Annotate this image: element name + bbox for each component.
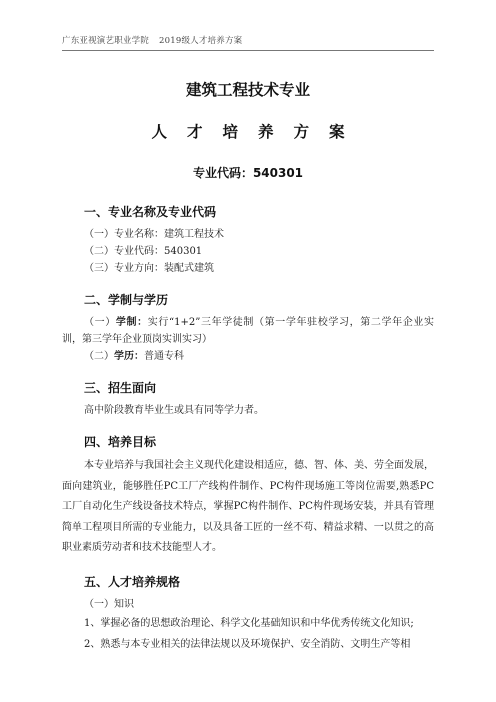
section-heading-5: 五、人才培养规格 <box>84 574 181 589</box>
s2-item2-prefix: （二） <box>84 351 114 362</box>
s5-line-2: 2、熟悉与本专业相关的法律法规以及环境保护、安全消防、文明生产等相 <box>84 638 411 650</box>
s4-text: 本专业培养与我国社会主义现代化建设相适应，德、智、体、美、劳全面发展，面向建筑业，能够胜任PC工厂产线构件制作、PC构件现场施工等岗位需要,熟悉PC工厂自动化生产线设备技术特点，掌握PC构件制作、PC构件现场安装，并具有管理简单工程项目所需的专业能力，以及具备工匠的一丝不苟、精益求精、一以贯之的高职业素质劳动者和技术技能型人才。 <box>62 460 434 553</box>
s2-item1-label: 学制： <box>115 317 148 328</box>
s2-item2-label: 学历： <box>114 351 144 362</box>
header-school: 广东亚视演艺职业学院 <box>62 36 150 46</box>
section-heading-4: 四、培养目标 <box>84 435 157 449</box>
header-rule <box>62 50 434 51</box>
document-body <box>62 70 434 655</box>
major-code: 专业代码：540301 <box>192 166 304 180</box>
header-doc-title: 2019级人才培养方案 <box>159 36 243 46</box>
section-heading-2: 二、学制与学历 <box>84 293 169 307</box>
plan-title: 人才培养方案 <box>151 123 365 141</box>
s1-item-code: （二）专业代码：540301 <box>84 246 203 257</box>
s2-item-degree <box>84 348 434 365</box>
s1-item-name: （一）专业名称：建筑工程技术 <box>84 229 224 240</box>
s5-sub-knowledge: （一）知识 <box>84 598 134 610</box>
section-heading-1: 一、专业名称及专业代码 <box>84 205 217 219</box>
s1-item-direction: （三）专业方向：装配式建筑 <box>84 263 214 274</box>
section-heading-3: 三、招生面向 <box>84 381 157 395</box>
s2-item-duration <box>62 314 434 348</box>
s5-line-1: 1、掌握必备的思想政治理论、科学文化基础知识和中华优秀传统文化知识; <box>84 617 414 629</box>
s3-text: 高中阶段教育毕业生或具有同等学力者。 <box>84 405 264 416</box>
running-header <box>62 34 242 46</box>
s2-item1-prefix: （一） <box>84 317 116 328</box>
s2-item2-text: 普通专科 <box>144 351 184 362</box>
major-title: 建筑工程技术专业 <box>185 81 310 99</box>
s2-item1-text: 实行“1+2”三年学徒制（第一学年驻校学习，第二学年企业实训，第三学年企业顶岗实训实习） <box>62 317 435 345</box>
